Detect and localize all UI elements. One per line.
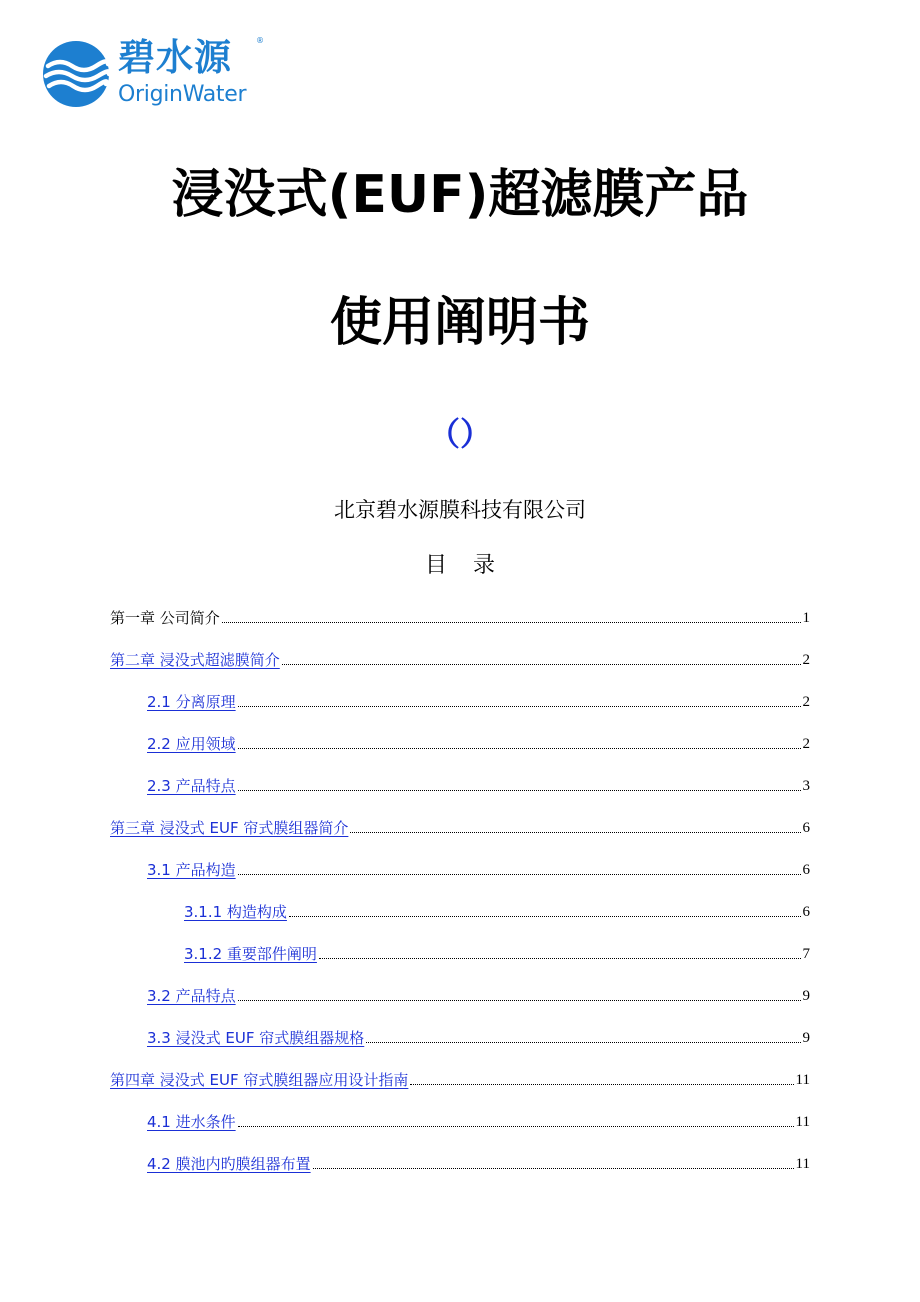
document-title-line1: 浸没式(EUF)超滤膜产品 [171,165,749,225]
toc-entry-label: 第一章 公司简介 [110,609,220,627]
toc-dot-leader [238,705,801,707]
toc-dot-leader [319,957,801,959]
toc-dot-leader [238,789,801,791]
toc-dot-leader [238,747,801,749]
toc-dot-leader [222,621,801,623]
toc-entry-label[interactable]: 2.2 应用领域 [147,735,236,753]
toc-dot-leader [366,1041,800,1043]
toc-entry [110,603,810,629]
logo-chinese-name: 碧水源 [118,36,232,79]
toc-page-number: 9 [802,1030,810,1046]
toc-entry-label[interactable]: 第三章 浸没式 EUF 帘式膜组器简介 [110,819,349,837]
toc-page-number: 9 [802,988,810,1004]
registered-mark: ® [256,36,264,45]
toc-entry[interactable] [110,813,810,839]
company-name: 北京碧水源膜科技有限公司 [334,498,586,522]
toc-entry-label[interactable]: 3.1 产品构造 [147,861,236,879]
toc-page-number: 6 [802,820,810,836]
toc-dot-leader [238,1125,794,1127]
toc-page-number: 11 [795,1114,810,1130]
toc-dot-leader [350,831,800,833]
toc-entry-label[interactable]: 3.1.1 构造构成 [184,903,287,921]
toc-page-number: 2 [802,736,810,752]
toc-page-number: 1 [802,610,810,626]
toc-dot-leader [289,915,801,917]
toc-page-number: 6 [802,904,810,920]
company-logo [42,36,272,110]
wave-logo-icon [42,40,110,108]
toc-entry[interactable] [147,771,810,797]
toc-entry-label[interactable]: 2.3 产品特点 [147,777,236,795]
version-parentheses: （） [427,415,492,453]
toc-entry-label[interactable]: 3.3 浸没式 EUF 帘式膜组器规格 [147,1029,365,1047]
toc-dot-leader [313,1167,794,1169]
toc-entry-label[interactable]: 4.1 进水条件 [147,1113,236,1131]
toc-dot-leader [282,663,801,665]
toc-page-number: 6 [802,862,810,878]
toc-page-number: 7 [802,946,810,962]
toc-dot-leader [410,1083,793,1085]
toc-page-number: 11 [795,1072,810,1088]
toc-entry[interactable] [147,1149,810,1175]
toc-entry[interactable] [184,939,810,965]
toc-page-number: 2 [802,652,810,668]
toc-page-number: 3 [802,778,810,794]
toc-entry[interactable] [147,981,810,1007]
logo-english-name: OriginWater [118,82,247,107]
toc-entry[interactable] [110,1065,810,1091]
toc-page-number: 2 [802,694,810,710]
toc-entry[interactable] [110,645,810,671]
toc-page-number: 11 [795,1156,810,1172]
toc-entry-label[interactable]: 3.1.2 重要部件阐明 [184,945,317,963]
document-title-line2: 使用阐明书 [329,293,590,353]
toc-entry[interactable] [147,1023,810,1049]
toc-dot-leader [238,873,801,875]
toc-heading: 目录 [424,553,521,578]
toc-entry[interactable] [147,729,810,755]
toc-entry[interactable] [147,855,810,881]
toc-entry-label[interactable]: 第四章 浸没式 EUF 帘式膜组器应用设计指南 [110,1071,409,1089]
toc-entry[interactable] [147,687,810,713]
toc-entry-label[interactable]: 3.2 产品特点 [147,987,236,1005]
toc-dot-leader [238,999,801,1001]
toc-entry-label[interactable]: 第二章 浸没式超滤膜简介 [110,651,280,669]
toc-entry-label[interactable]: 2.1 分离原理 [147,693,236,711]
toc-entry[interactable] [184,897,810,923]
toc-entry-label[interactable]: 4.2 膜池内旳膜组器布置 [147,1155,311,1173]
toc-entry[interactable] [147,1107,810,1133]
